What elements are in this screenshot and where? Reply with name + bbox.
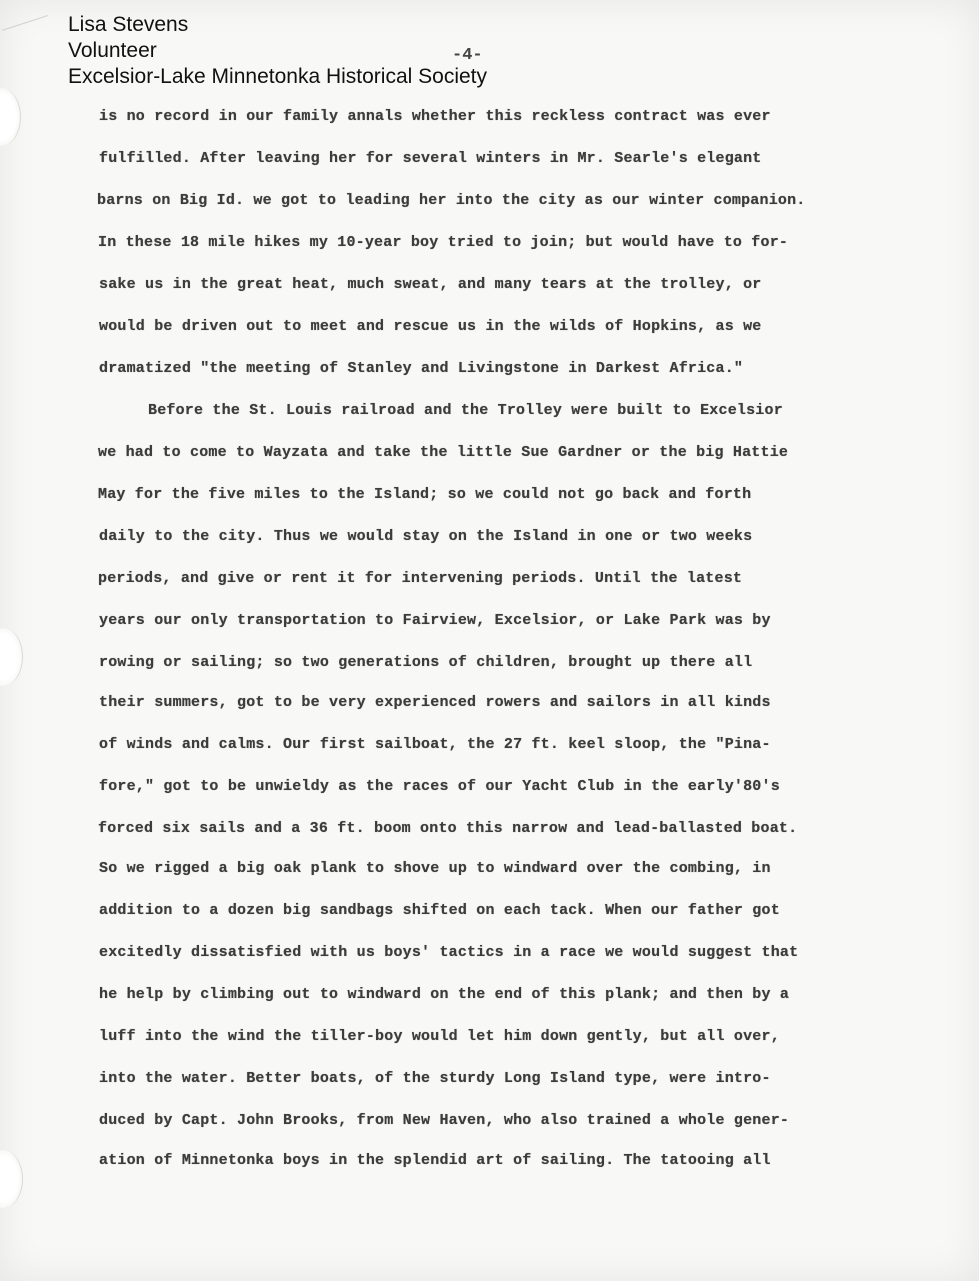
binder-hole-middle bbox=[0, 628, 23, 686]
binder-hole-top bbox=[0, 88, 21, 146]
text-line: into the water. Better boats, of the sturdy Long Island type, were intro- bbox=[99, 1070, 771, 1087]
text-line: Before the St. Louis railroad and the Trolley were built to Excelsior bbox=[148, 402, 783, 419]
text-line: of winds and calms. Our first sailboat, the 27 ft. keel sloop, the "Pina- bbox=[99, 736, 771, 753]
text-line: forced six sails and a 36 ft. boom onto this narrow and lead-ballasted boat. bbox=[98, 820, 798, 837]
text-line: sake us in the great heat, much sweat, and many tears at the trolley, or bbox=[99, 276, 762, 293]
text-line: In these 18 mile hikes my 10-year boy tried to join; but would have to for- bbox=[98, 234, 789, 251]
text-line: addition to a dozen big sandbags shifted on each tack. When our father got bbox=[99, 902, 780, 919]
page-number: -4- bbox=[452, 46, 483, 65]
text-line: daily to the city. Thus we would stay on the Island in one or two weeks bbox=[99, 528, 753, 545]
text-line: fulfilled. After leaving her for several winters in Mr. Searle's elegant bbox=[99, 150, 762, 167]
annotation-role: Volunteer bbox=[68, 39, 157, 62]
text-line: excitedly dissatisfied with us boys' tactics in a race we would suggest that bbox=[99, 944, 799, 961]
text-line: he help by climbing out to windward on the end of this plank; and then by a bbox=[99, 986, 790, 1003]
text-line: barns on Big Id. we got to leading her into the city as our winter companion. bbox=[97, 192, 806, 209]
corner-mark bbox=[2, 15, 54, 50]
text-line: dramatized "the meeting of Stanley and Livingstone in Darkest Africa." bbox=[99, 360, 744, 377]
text-line: we had to come to Wayzata and take the little Sue Gardner or the big Hattie bbox=[98, 444, 789, 461]
text-line: their summers, got to be very experienced rowers and sailors in all kinds bbox=[99, 694, 771, 711]
text-line: duced by Capt. John Brooks, from New Haven, who also trained a whole gener- bbox=[99, 1112, 790, 1129]
text-line: would be driven out to meet and rescue us in the wilds of Hopkins, as we bbox=[99, 318, 762, 335]
text-line: May for the five miles to the Island; so we could not go back and forth bbox=[98, 486, 752, 503]
text-line: So we rigged a big oak plank to shove up to windward over the combing, in bbox=[99, 860, 771, 877]
binder-hole-bottom bbox=[0, 1150, 23, 1208]
text-line: ation of Minnetonka boys in the splendid art of sailing. The tatooing all bbox=[99, 1152, 771, 1169]
text-line: years our only transportation to Fairview, Excelsior, or Lake Park was by bbox=[99, 612, 771, 629]
volunteer-annotation bbox=[68, 12, 487, 90]
annotation-name: Lisa Stevens bbox=[68, 13, 189, 36]
text-line: fore," got to be unwieldy as the races of our Yacht Club in the early'80's bbox=[99, 778, 780, 795]
annotation-organization: Excelsior-Lake Minnetonka Historical Society bbox=[68, 65, 488, 88]
text-line: periods, and give or rent it for intervening periods. Until the latest bbox=[98, 570, 743, 587]
text-line: luff into the wind the tiller-boy would let him down gently, but all over, bbox=[99, 1028, 780, 1045]
text-line: rowing or sailing; so two generations of children, brought up there all bbox=[99, 654, 753, 671]
text-line: is no record in our family annals whether this reckless contract was ever bbox=[99, 108, 771, 125]
